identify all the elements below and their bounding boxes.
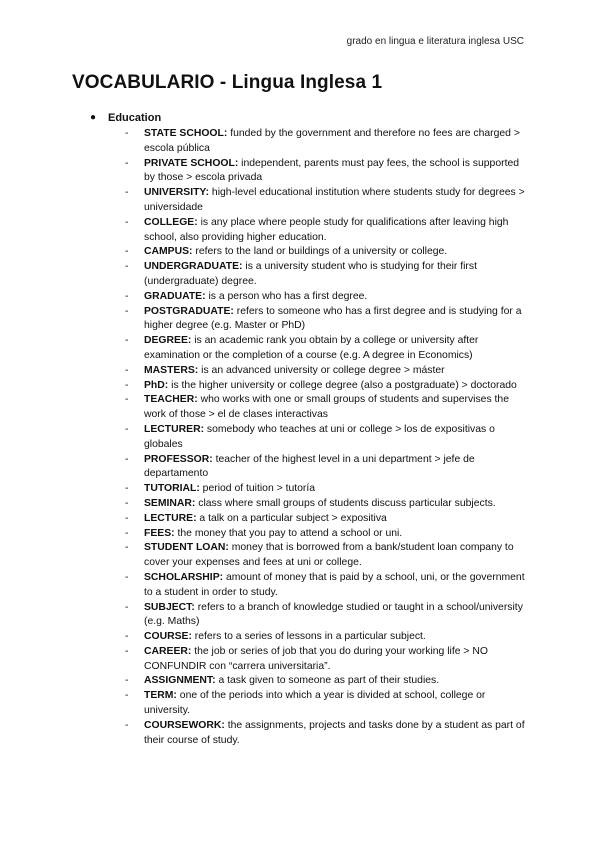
list-item	[125, 290, 530, 305]
vocabulary-definition: who works with one or small groups of students and supervises the work of those > el de clases interactivas	[144, 394, 509, 421]
list-item	[125, 482, 530, 497]
dash-bullet: -	[125, 645, 129, 657]
list-item	[125, 305, 530, 335]
list-item	[125, 527, 530, 542]
section-heading	[90, 112, 530, 127]
list-item	[125, 423, 530, 453]
vocabulary-definition: independent, parents must pay fees, the school is supported by those > escola privada	[144, 157, 520, 184]
list-item	[125, 674, 530, 689]
dash-bullet: -	[125, 690, 129, 702]
vocabulary-term: PhD:	[144, 379, 169, 391]
dash-bullet: -	[125, 128, 129, 139]
dash-bullet: -	[125, 497, 129, 509]
vocabulary-definition: a talk on a particular subject > expositiva	[196, 512, 387, 524]
vocabulary-term: CAMPUS:	[144, 246, 193, 258]
vocabulary-term: LECTURE:	[144, 512, 197, 524]
list-item	[125, 127, 530, 157]
vocabulary-term: TUTORIAL:	[144, 483, 200, 495]
vocabulary-term: ASSIGNMENT:	[144, 675, 216, 687]
list-item	[125, 630, 530, 645]
dash-bullet: -	[125, 157, 129, 169]
vocabulary-definition: refers to a series of lessons in a particular subject.	[191, 631, 426, 643]
vocabulary-term: LECTURER:	[144, 423, 205, 435]
vocabulary-term: COURSE:	[144, 631, 192, 643]
vocabulary-term: UNDERGRADUATE:	[144, 261, 243, 273]
dash-bullet: -	[125, 542, 129, 554]
dash-bullet: -	[125, 261, 129, 273]
vocabulary-definition: teacher of the highest level in a uni department > jefe de departamento	[144, 453, 475, 480]
vocabulary-definition: high-level educational institution where students study for degrees > universidade	[144, 187, 525, 213]
dash-bullet: -	[125, 512, 129, 524]
vocabulary-term: COURSEWORK:	[144, 719, 225, 731]
list-item	[125, 157, 530, 187]
vocabulary-term: SUBJECT:	[144, 601, 195, 613]
list-item	[125, 689, 530, 719]
vocabulary-term: STUDENT LOAN:	[144, 542, 229, 554]
dash-bullet: -	[125, 631, 129, 643]
header-note: grado en lingua e literatura inglesa USC	[346, 36, 524, 47]
vocabulary-definition: the assignments, projects and tasks done by a student as part of their course of study.	[144, 719, 525, 746]
vocabulary-definition: period of tuition > tutoría	[199, 483, 316, 495]
list-item	[125, 245, 530, 260]
dash-bullet: -	[125, 394, 129, 406]
dash-bullet: -	[125, 379, 129, 391]
vocabulary-term: FEES:	[144, 527, 175, 539]
vocabulary-definition: money that is borrowed from a bank/student loan company to cover your expenses and fees at uni or college.	[144, 542, 514, 569]
dash-bullet: -	[125, 364, 129, 376]
vocabulary-term: COLLEGE:	[144, 216, 198, 228]
vocabulary-term: CAREER:	[144, 645, 192, 657]
list-item	[125, 497, 530, 512]
vocabulary-term: SCHOLARSHIP:	[144, 571, 224, 583]
section-heading-label: Education	[108, 112, 162, 124]
vocabulary-definition: refers to the land or buildings of a university or college.	[192, 246, 448, 258]
vocabulary-term: POSTGRADUATE:	[144, 305, 234, 317]
vocabulary-definition: refers to a branch of knowledge studied or taught in a school/university (e.g. Maths)	[144, 601, 523, 628]
list-item	[125, 571, 530, 601]
dash-bullet: -	[125, 423, 129, 435]
vocabulary-definition: is an advanced university or college degree > máster	[198, 364, 445, 376]
vocabulary-definition: refers to someone who has a first degree and is studying for a higher degree (e.g. Master or PhD)	[144, 305, 522, 332]
list-item	[125, 719, 530, 749]
vocabulary-term: DEGREE:	[144, 335, 192, 347]
list-item	[125, 453, 530, 483]
vocabulary-definition: class where small groups of students discuss particular subjects.	[195, 497, 496, 509]
dash-bullet: -	[125, 571, 129, 583]
page-title: VOCABULARIO - Lingua Inglesa 1	[72, 72, 383, 93]
dash-bullet: -	[125, 335, 129, 347]
education-section	[90, 112, 530, 748]
vocabulary-term: SEMINAR:	[144, 497, 196, 509]
vocabulary-term: TERM:	[144, 690, 177, 702]
dash-bullet: -	[125, 601, 129, 613]
vocabulary-term: GRADUATE:	[144, 290, 206, 302]
vocabulary-definition: one of the periods into which a year is divided at school, college or university.	[144, 690, 486, 717]
list-item	[125, 645, 530, 675]
vocabulary-definition: somebody who teaches at uni or college > los de expositivas o globales	[144, 423, 495, 450]
dash-bullet: -	[125, 453, 129, 465]
dash-bullet: -	[125, 675, 129, 687]
dash-bullet: -	[125, 290, 129, 302]
dash-bullet: -	[125, 483, 129, 495]
list-item	[125, 393, 530, 423]
list-item	[125, 260, 530, 290]
vocabulary-definition: is an academic rank you obtain by a college or university after examination or the completion of a course (e.g. A degree in Economics)	[144, 335, 479, 361]
list-item	[125, 186, 530, 216]
list-item	[125, 216, 530, 246]
dash-bullet: -	[125, 527, 129, 539]
vocabulary-term: STATE SCHOOL:	[144, 128, 228, 139]
vocabulary-list	[90, 127, 530, 748]
dash-bullet: -	[125, 305, 129, 317]
vocabulary-term: MASTERS:	[144, 364, 199, 376]
vocabulary-definition: is the higher university or college degree (also a postgraduate) > doctorado	[168, 379, 517, 391]
list-item	[125, 364, 530, 379]
list-item	[125, 334, 530, 364]
list-item	[125, 379, 530, 394]
vocabulary-term: TEACHER:	[144, 394, 198, 406]
vocabulary-definition: is a university student who is studying for their first (undergraduate) degree.	[144, 261, 477, 287]
dash-bullet: -	[125, 216, 129, 228]
list-item	[125, 601, 530, 631]
bullet-icon: ●	[90, 112, 97, 123]
vocabulary-definition: the job or series of job that you do during your working life > NO CONFUNDIR con “carrera universitaria”.	[144, 645, 488, 672]
list-item	[125, 541, 530, 571]
list-item	[125, 512, 530, 527]
vocabulary-term: UNIVERSITY:	[144, 187, 210, 199]
dash-bullet: -	[125, 187, 129, 199]
vocabulary-definition: the money that you pay to attend a school or uni.	[174, 527, 403, 539]
dash-bullet: -	[125, 246, 129, 258]
vocabulary-term: PRIVATE SCHOOL:	[144, 157, 239, 169]
vocabulary-definition: amount of money that is paid by a school, uni, or the government to a student in order to study.	[144, 571, 525, 598]
vocabulary-definition: is any place where people study for qualifications after leaving high school, also providing higher education.	[144, 216, 509, 243]
vocabulary-definition: funded by the government and therefore no fees are charged > escola pública	[144, 128, 520, 154]
vocabulary-definition: is a person who has a first degree.	[205, 290, 368, 302]
dash-bullet: -	[125, 719, 129, 731]
vocabulary-definition: a task given to someone as part of their studies.	[215, 675, 440, 687]
vocabulary-term: PROFESSOR:	[144, 453, 213, 465]
